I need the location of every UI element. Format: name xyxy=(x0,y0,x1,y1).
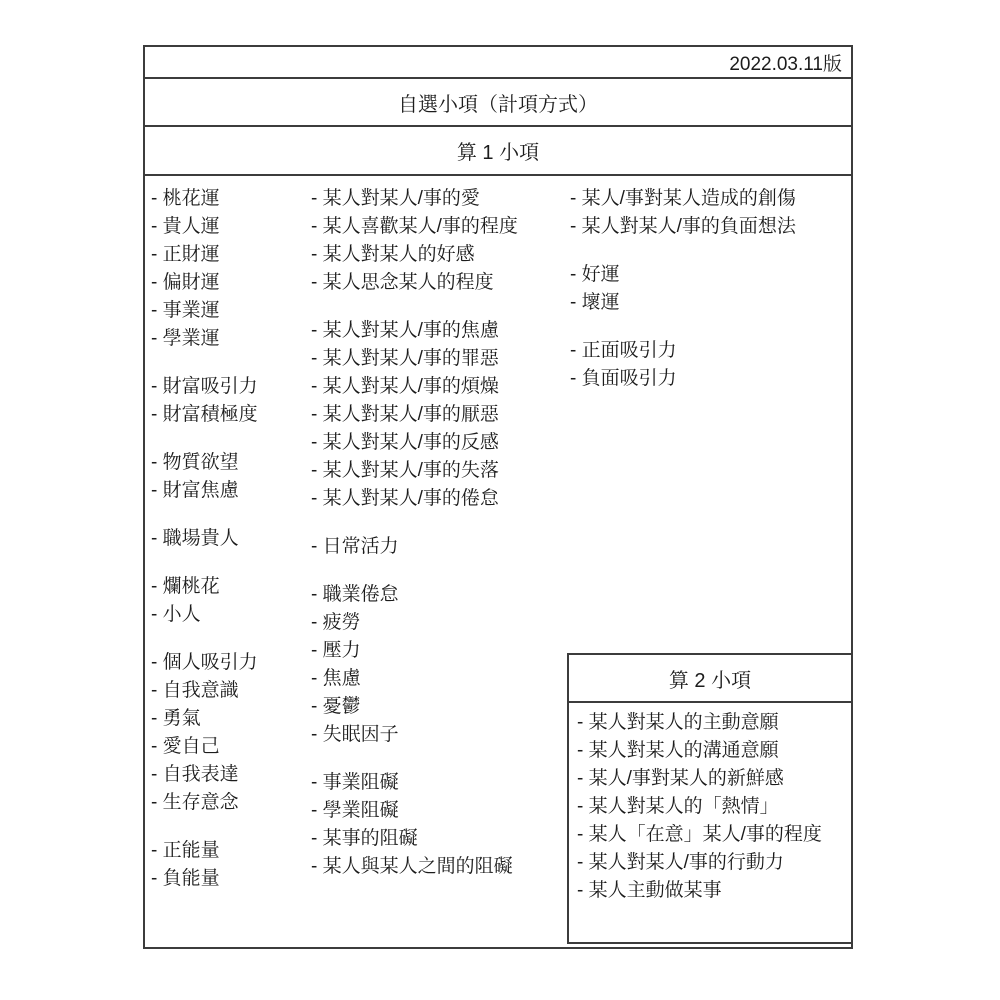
list-item: - 桃花運 xyxy=(151,188,220,209)
list-item: - 職業倦怠 xyxy=(311,584,399,605)
list-item: - 個人吸引力 xyxy=(151,652,258,673)
section1-header: 算 1 小項 xyxy=(456,142,540,164)
list-item: - 某人對某人的溝通意願 xyxy=(577,740,779,761)
item-group xyxy=(151,185,258,353)
list-item: - 某人喜歡某人/事的程度 xyxy=(311,216,518,237)
list-item: - 某人對某人/事的倦怠 xyxy=(311,488,499,509)
list-item: - 某人對某人/事的煩燥 xyxy=(311,376,499,397)
column-3 xyxy=(570,185,796,393)
list-item: - 某人對某人/事的愛 xyxy=(311,188,480,209)
list-item: - 日常活力 xyxy=(311,536,399,557)
item-group xyxy=(151,373,258,429)
item-group xyxy=(151,525,258,553)
version-row xyxy=(145,47,851,79)
list-item: - 某人思念某人的程度 xyxy=(311,272,494,293)
list-item: - 某人對某人的好感 xyxy=(311,244,475,265)
item-group xyxy=(311,769,518,881)
list-item: - 職場貴人 xyxy=(151,528,239,549)
item-group xyxy=(311,317,518,513)
list-item: - 某人對某人/事的反感 xyxy=(311,432,499,453)
item-group xyxy=(151,649,258,817)
item-group xyxy=(311,185,518,297)
list-item: - 憂鬱 xyxy=(311,696,361,717)
list-item: - 偏財運 xyxy=(151,272,220,293)
list-item: - 某人/事對某人的新鮮感 xyxy=(577,768,784,789)
list-item: - 正面吸引力 xyxy=(570,340,677,361)
list-item: - 焦慮 xyxy=(311,668,361,689)
section2-box xyxy=(567,653,853,944)
list-item: - 好運 xyxy=(570,264,620,285)
version-label: 2022.03.11版 xyxy=(729,53,842,75)
item-group xyxy=(570,337,796,393)
section1-header-row xyxy=(145,127,851,176)
section2-header-row xyxy=(569,655,851,703)
page-title: 自選小項（計項方式） xyxy=(398,93,598,116)
list-item: - 某人對某人/事的行動力 xyxy=(577,852,784,873)
list-item: - 事業運 xyxy=(151,300,220,321)
list-item: - 自我表達 xyxy=(151,764,239,785)
item-group xyxy=(151,573,258,629)
list-item: - 貴人運 xyxy=(151,216,220,237)
list-item: - 物質欲望 xyxy=(151,452,239,473)
list-item: - 財富吸引力 xyxy=(151,376,258,397)
list-item: - 事業阻礙 xyxy=(311,772,399,793)
list-item: - 爛桃花 xyxy=(151,576,220,597)
list-item: - 某人對某人/事的罪惡 xyxy=(311,348,499,369)
list-item: - 小人 xyxy=(151,604,201,625)
list-item: - 某人對某人的主動意願 xyxy=(577,712,779,733)
column-2 xyxy=(311,185,518,881)
list-item: - 失眠因子 xyxy=(311,724,399,745)
list-item: - 愛自己 xyxy=(151,736,220,757)
list-item: - 勇氣 xyxy=(151,708,201,729)
list-item: - 疲勞 xyxy=(311,612,361,633)
list-item: - 某人對某人/事的焦慮 xyxy=(311,320,499,341)
list-item: - 某人/事對某人造成的創傷 xyxy=(570,188,796,209)
list-item: - 財富焦慮 xyxy=(151,480,239,501)
column-1 xyxy=(151,185,258,893)
list-item: - 學業運 xyxy=(151,328,220,349)
list-item: - 自我意識 xyxy=(151,680,239,701)
list-item: - 某人對某人/事的失落 xyxy=(311,460,499,481)
list-item: - 某人「在意」某人/事的程度 xyxy=(577,824,822,845)
list-item: - 某人與某人之間的阻礙 xyxy=(311,856,513,877)
list-item: - 負面吸引力 xyxy=(570,368,677,389)
list-item: - 生存意念 xyxy=(151,792,239,813)
list-item: - 某人對某人/事的厭惡 xyxy=(311,404,499,425)
item-group xyxy=(570,261,796,317)
list-item: - 某人主動做某事 xyxy=(577,880,722,901)
item-group xyxy=(311,533,518,561)
item-group xyxy=(151,449,258,505)
list-item: - 學業阻礙 xyxy=(311,800,399,821)
list-item: - 壞運 xyxy=(570,292,620,313)
list-item: - 負能量 xyxy=(151,868,220,889)
item-group xyxy=(151,837,258,893)
list-item: - 某人對某人/事的負面想法 xyxy=(570,216,796,237)
section2-body xyxy=(569,703,851,905)
title-row xyxy=(145,79,851,127)
list-item: - 某人對某人的「熱情」 xyxy=(577,796,779,817)
list-item: - 壓力 xyxy=(311,640,361,661)
item-group xyxy=(311,581,518,749)
item-group xyxy=(570,185,796,241)
section2-header: 算 2 小項 xyxy=(668,669,752,692)
main-table xyxy=(143,45,853,949)
list-item: - 某事的阻礙 xyxy=(311,828,418,849)
list-item: - 財富積極度 xyxy=(151,404,258,425)
list-item: - 正財運 xyxy=(151,244,220,265)
list-item: - 正能量 xyxy=(151,840,220,861)
